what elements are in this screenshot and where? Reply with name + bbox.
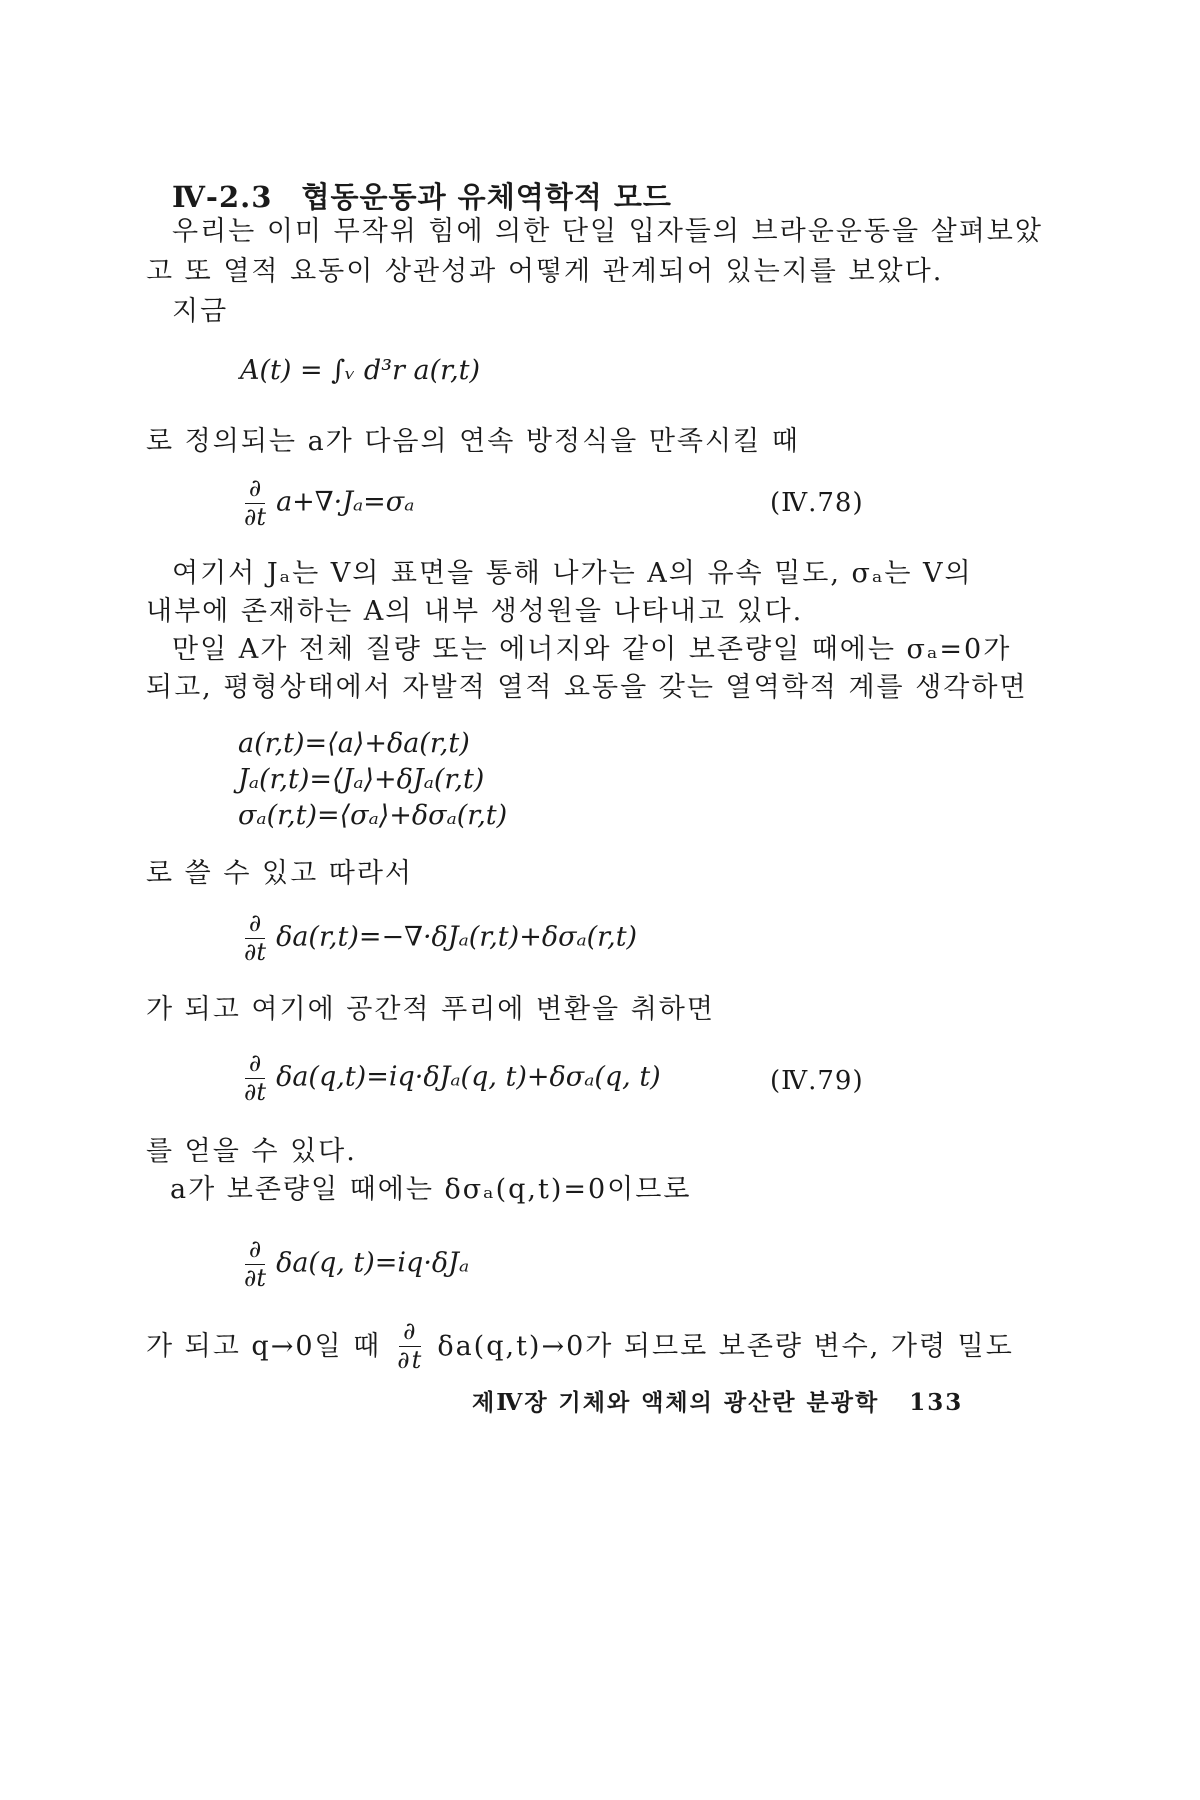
paragraph-line: 로 쓸 수 있고 따라서 xyxy=(146,858,413,889)
paragraph-line: 되고, 평형상태에서 자발적 열적 요동을 갖는 열역학적 계를 생각하면 xyxy=(146,672,1028,703)
partial-fraction: $\frac{\partial}{\partial t}$ xyxy=(244,909,267,966)
equation-decomposition-a: a(r,t)=⟨a⟩+δa(r,t) xyxy=(238,728,470,759)
paragraph-line-inline-math: 가 되고 q→0일 때 $\frac{\partial}{\partial t}$ δa(q,t)→0가 되므로 보존량 변수, 가령 밀도 xyxy=(146,1317,1014,1374)
paragraph-line: 지금 xyxy=(172,296,229,327)
chapter-title: 제Ⅳ장 기체와 액체의 광산란 분광학 xyxy=(472,1389,880,1416)
paragraph-line: 만일 A가 전체 질량 또는 에너지와 같이 보존량일 때에는 σₐ=0가 xyxy=(172,634,1012,665)
section-title: 협동운동과 유체역학적 모드 xyxy=(301,180,672,214)
partial-fraction: $\frac{\partial}{\partial t}$ xyxy=(244,1049,267,1106)
running-footer xyxy=(472,1384,963,1417)
equation-conserved: $\frac{\partial}{\partial t}$ δa(q, t)=iq·δJₐ xyxy=(240,1236,469,1292)
partial-fraction: $\frac{\partial}{\partial t}$ xyxy=(244,1235,267,1292)
equation-78: $\frac{\partial}{\partial t}$ a+∇·Jₐ=σₐ xyxy=(240,475,414,531)
paragraph-line: 가 되고 여기에 공간적 푸리에 변환을 취하면 xyxy=(146,994,715,1025)
section-heading xyxy=(172,175,672,216)
equation-real-space: $\frac{\partial}{\partial t}$ δa(r,t)=−∇·δJₐ(r,t)+δσₐ(r,t) xyxy=(240,910,637,966)
partial-fraction: $\frac{\partial}{\partial t}$ xyxy=(244,474,267,531)
page-number: 133 xyxy=(909,1389,964,1416)
paragraph-line: 고 또 열적 요동이 상관성과 어떻게 관계되어 있는지를 보았다. xyxy=(146,256,944,287)
equation-79: $\frac{\partial}{\partial t}$ δa(q,t)=iq·δJₐ(q, t)+δσₐ(q, t) xyxy=(240,1050,661,1106)
partial-fraction: $\frac{\partial}{\partial t}$ xyxy=(397,1317,424,1374)
equation-number: (Ⅳ.78) xyxy=(770,488,864,518)
paragraph-line: 로 정의되는 a가 다음의 연속 방정식을 만족시킬 때 xyxy=(146,426,800,457)
paragraph-line: 를 얻을 수 있다. xyxy=(146,1136,357,1167)
equation-decomposition-J: Jₐ(r,t)=⟨Jₐ⟩+δJₐ(r,t) xyxy=(238,764,485,795)
equation-A: A(t) = ∫ᵥ d³r a(r,t) xyxy=(240,355,481,386)
section-number: Ⅳ-2.3 xyxy=(172,180,273,214)
paragraph-line: 우리는 이미 무작위 힘에 의한 단일 입자들의 브라운운동을 살펴보았 xyxy=(172,216,1043,247)
paragraph-line: 여기서 Jₐ는 V의 표면을 통해 나가는 A의 유속 밀도, σₐ는 V의 xyxy=(172,558,973,589)
paragraph-line: 내부에 존재하는 A의 내부 생성원을 나타내고 있다. xyxy=(146,596,804,627)
paragraph-line: a가 보존량일 때에는 δσₐ(q,t)=0이므로 xyxy=(170,1174,692,1205)
equation-number: (Ⅳ.79) xyxy=(770,1066,864,1096)
equation-decomposition-sigma: σₐ(r,t)=⟨σₐ⟩+δσₐ(r,t) xyxy=(238,800,508,831)
